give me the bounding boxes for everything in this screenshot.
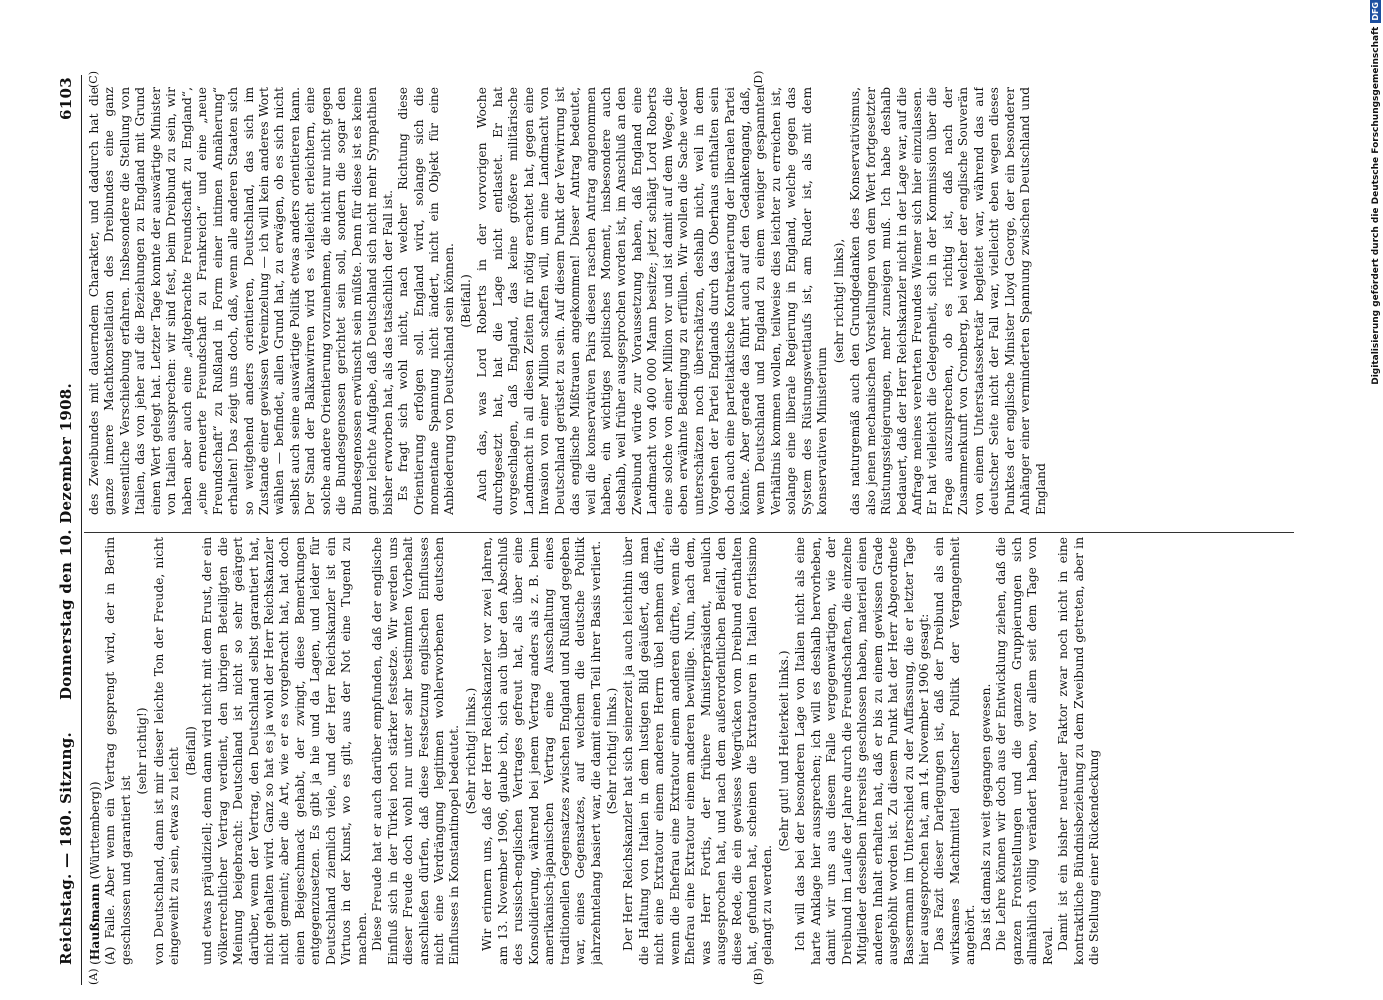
paragraph: des Zweibundes mit dauerndem Charakter, und dadurch hat die ganze innere Machtkonstellation des Dreibundes eine ganz wesentliche Verschiebung erfahren. Insbesondere die Stellung von Italien, das von jeher auf die Beziehungen zu England mit Grund einen Wert gelegt hat. Letzter Tage konnte der auswärtige Minister von Italien aussprechen: wir sind fest, beim Dreibund zu sein, wir haben aber auch eine „altgebrachte Freundschaft zu England“, „eine erneuerte Freundschaft zu Frankreich“ und eine „neue Freundschaft“ zu Rußland in Form einer intimen Annäherung“ erhalten! Das zeigt uns doch, daß, wenn alle anderen Staaten sich so weitgehend anders orientieren, Deutschland, das sich im Zustande einer gewissen Vereinzelung — ich will kein anderes Wort wählen — befindet, allen Grund hat, zu erwägen, ob es sich nicht selbst auch seine auswärtige Politik etwas anders orientieren kann. Der Stand der Balkanwirren wird es vielleicht erleichtern, eine solche andere Orientierung vorzunehmen, die nicht nur nicht gegen die Bundesgenossen gerichtet sein soll, sondern die sogar den Bundesgenossen erwünscht sein müßte. Denn für diese ist es keine ganz leichte Aufgabe, daß Deutschland sich nicht mehr Sympathien bisher erworben hat, als das tatsächlich der Fall ist. xyxy=(87,87,395,515)
interjection: (Beifall.) xyxy=(458,274,473,328)
paragraph: Der Herr Reichskanzler hat sich seinerzeit ja auch leichthin über die Haltung von Italien in dem lustigen Bild geäußert, daß man nicht eine Extratour einem anderen Herrn übel nehmen dürfe, wenn die Ehefrau eine Extratour einem anderen dürfte, wenn die Ehefrau eine Extratour einem anderen bewillige. Nun, nach dem, was Herr Fortis, der frühere Ministerpräsident, neulich ausgesprochen hat, und nach dem außerordentlichen Beifall, den diese Rede, die ein gewisses Wegrücken vom Dreibund enthalten hat, gefunden hat, scheinen die Extratouren in Italien fortissimo gelangt zu werden. xyxy=(621,537,775,965)
speaker-note: (Württemberg) xyxy=(88,786,102,880)
paragraph: Auch das, was Lord Roberts in der vorvorigen Woche durchgesetzt hat, hat die Lage nicht entlastet. Er hat vorgeschlagen, daß England, das keine größere militärische Landmacht in all diesen Zeiten für nötig erachtet hat, gegen eine Invasion von einer Million schaffen will, um eine Landmacht von Deutschland gerüstet zu sein. Auf diesem Punkt der Verwirrung ist das englische Mißtrauen angekommen! Dieser Antrag bedeutet, weil die konservativen Pairs diesen raschen Antrag angenommen haben, ein wichtiges politisches Moment, insbesondere auch deshalb, weil früher ausgesprochen worden ist, im Anschluß an den Zweibund würde zur Voraussetzung haben, daß England eine Landmacht von 400 000 Mann besitze; jetzt schlägt Lord Roberts eine solche von einer Million vor und ist damit auf dem Wege, die eben erwähnte Bedingung zu erfüllen. Wir wollen die Sache weder unterschätzen noch überschätzen, deshalb nicht, weil in dem Vorgehen der Partei Englands durch das Oberhaus enthalten sein doch auch eine parteitaktische Kontrekarierung der liberalen Partei könnte. Aber gerade das führt auch auf den Gedankengang, daß, wenn Deutschland und England zu einem weniger gespannten Verhältnis kommen wollen, teilweise dies leichter zu erreichen ist, solange eine liberale Regierung in England, welche gegen das System des Rüstungswettlaufs ist, am Ruder ist, als mit dem konservativen Ministerium xyxy=(475,87,830,515)
rotated-document-page xyxy=(57,70,1302,985)
header-date: Donnerstag den 10. Dezember 1908. xyxy=(57,382,75,700)
paragraph: Es fragt sich wohl nicht, nach welcher Richtung diese Orientierung erfolgen soll. England wird, solange sich die momentane Spannung nicht ändert, nicht ein Objekt für eine Anbiederung von Deutschland sein können. xyxy=(396,87,457,515)
margin-marker-b: (B) xyxy=(752,968,765,985)
header-divider xyxy=(81,75,82,985)
interjection: (sehr richtig! links), xyxy=(831,238,846,364)
paragraph: und etwas präjudiziell; denn dann wird nicht mit dem Erust, der ein völkerrechtlicher Vertrag verdient, den übrigen Beteiligten die Meinung beigebracht: Deutschland ist nicht so sehr geärgert darüber, wenn der Vertrag, den Deutschland selbst garantiert hat, nicht gehalten wird. Ganz so hat es ja wohl der Herr Reichskanzler nicht gemeint; aber die Art, wie er es vorgebracht hat, hat doch einen Beigeschmack gehabt, der zwingt, diese Bemerkungen entgegenzusetzen. Es gibt ja hie und da Lagen, und leider für Deutschland ziemlich viele, und der Herr Reichskanzler ist ein Virtuos in der Kunst, wo es gilt, aus der Not eine Tugend zu machen. xyxy=(200,537,369,965)
header-session: Reichstag. — 180. Sitzung. xyxy=(57,731,75,965)
column-divider xyxy=(84,532,1294,533)
paragraph: (A) Falle. Aber wenn ein Vertrag gesprengt wird, der in Berlin geschlossen und garantiert ist xyxy=(103,537,133,965)
speaker-name: Haußmann xyxy=(87,883,102,961)
watermark-text: Digitalisierung gefördert durch die Deutsche Forschungsgemeinschaft xyxy=(1370,26,1381,385)
interjection: (Beifall) xyxy=(183,726,198,776)
paragraph: Diese Freude hat er auch darüber empfunden, daß der englische Einfluß sich in der Türkei noch stärker festsetze. Wir werden uns dieser Freude doch wohl nur unter sehr bestimmten Vorbehalt anschließen dürfen, daß diese Festsetzung englischen Einflusses nicht eine Verdrängung legitimen wohlerworbenen deutschen Einflusses in Konstantinopel bedeutet. xyxy=(370,537,462,965)
interjection: (Sehr gut! und Heiterkeit links.) xyxy=(776,650,791,852)
digitization-watermark xyxy=(1369,0,1382,990)
margin-marker-c: (C) xyxy=(87,71,100,88)
page-number: 6103 xyxy=(57,77,75,120)
paragraph: Das ist damals zu weit gegangen gewesen. xyxy=(978,683,993,951)
quotation: Das Fazit dieser Darlegungen ist, daß der Dreibund als ein wirksames Machtmittel deutscher Politik der Vergangenheit angehört. xyxy=(932,537,978,965)
interjection: (sehr richtig!) xyxy=(135,707,150,795)
page-header xyxy=(57,75,77,985)
paragraph: von Deutschland, dann ist mir dieser leichte Ton der Freude, nicht eingeweiht zu sein, etwas zu leicht xyxy=(151,537,182,965)
paragraph: Die Lehre können wir doch aus der Entwicklung ziehen, daß die ganzen Frontstellungen und die ganzen Gruppierungen sich allmählich völlig verändert haben, vor allem seit dem Tage von Reval. xyxy=(994,537,1055,965)
paragraph: Ich will das bei der besonderen Lage von Italien nicht als eine harte Anklage hier aussprechen; ich will es deshalb hervorheben, damit wir uns aus diesem Falle vergegenwärtigen, wie der Dreibund im Laufe der Jahre durch die Freundschaften, die einzelne Mitglieder desselben ihrerseits geschlossen haben, materiell einen anderen Inhalt erhalten hat, daß er bis zu einem gewissen Grade ausgehöhlt worden ist. Zu diesem Punkt hat der Herr Abgeordnete Bassermann im Unterschied zu der Auffassung, die er letzter Tage hier ausgesprochen hat, am 14. November 1906 gesagt: xyxy=(793,537,932,965)
interjection: (Sehr richtig! links.) xyxy=(463,687,478,815)
interjection: (Sehr richtig! links.) xyxy=(604,687,619,815)
right-column xyxy=(87,87,1297,515)
margin-marker-d: (D) xyxy=(752,70,765,88)
paragraph: das naturgemäß auch den Grundgedanken des Konservativismus, also jenen mechanischen Vorstellungen von dem Wert fortgesetzter Rüstungssteigerungen, mehr zuneigen muß. Ich habe deshalb bedauert, daß der Herr Reichskanzler nicht in der Lage war, auf die Anfrage meines verehrten Freundes Wiemer sich hier einzulassen. Er hat vielleicht die Gelegenheit, sich in der Kommission über die Frage auszusprechen, ob es richtig ist, daß nach der Zusammenkunft von Cronberg, bei welcher der englische Souverän von einem Unterstaatssekretär begleitet war, während das auf deutscher Seite nicht der Fall war, vielleicht eben wegen dieses Punktes der englische Minister Lloyd George, der ein besonderer Anhänger einer verminderten Spannung zwischen Deutschland und England xyxy=(848,87,1048,515)
margin-marker-a: (A) xyxy=(87,968,100,985)
paragraph: Wir erinnern uns, daß der Herr Reichskanzler vor zwei Jahren, am 13. November 1906, glaube ich, sich auch über den Abschluß des russisch-englischen Vertrages gefreut hat, als über eine Konsolidierung, während bei jenem Vertrag anders als z. B. beim amerikanisch-japanischen Vertrag eine Ausschaltung eines traditionellen Gegensatzes zwischen England und Rußland gegeben war, eines Gegensatzes, auf welchem die deutsche Politik jahrzehntelang basiert war, die damit einen Teil ihrer Basis verliert. xyxy=(480,537,603,965)
dfg-logo: DFG xyxy=(1371,2,1380,21)
left-column xyxy=(87,537,1297,965)
speaker-line: (Haußmann (Württemberg)) xyxy=(87,781,102,965)
paragraph: Damit ist ein bisher neutraler Faktor zwar noch nicht in eine kontraktliche Bündnisbeziehung zu dem Zweibund getreten, aber in die Stellung einer Rückendeckung xyxy=(1056,537,1101,965)
